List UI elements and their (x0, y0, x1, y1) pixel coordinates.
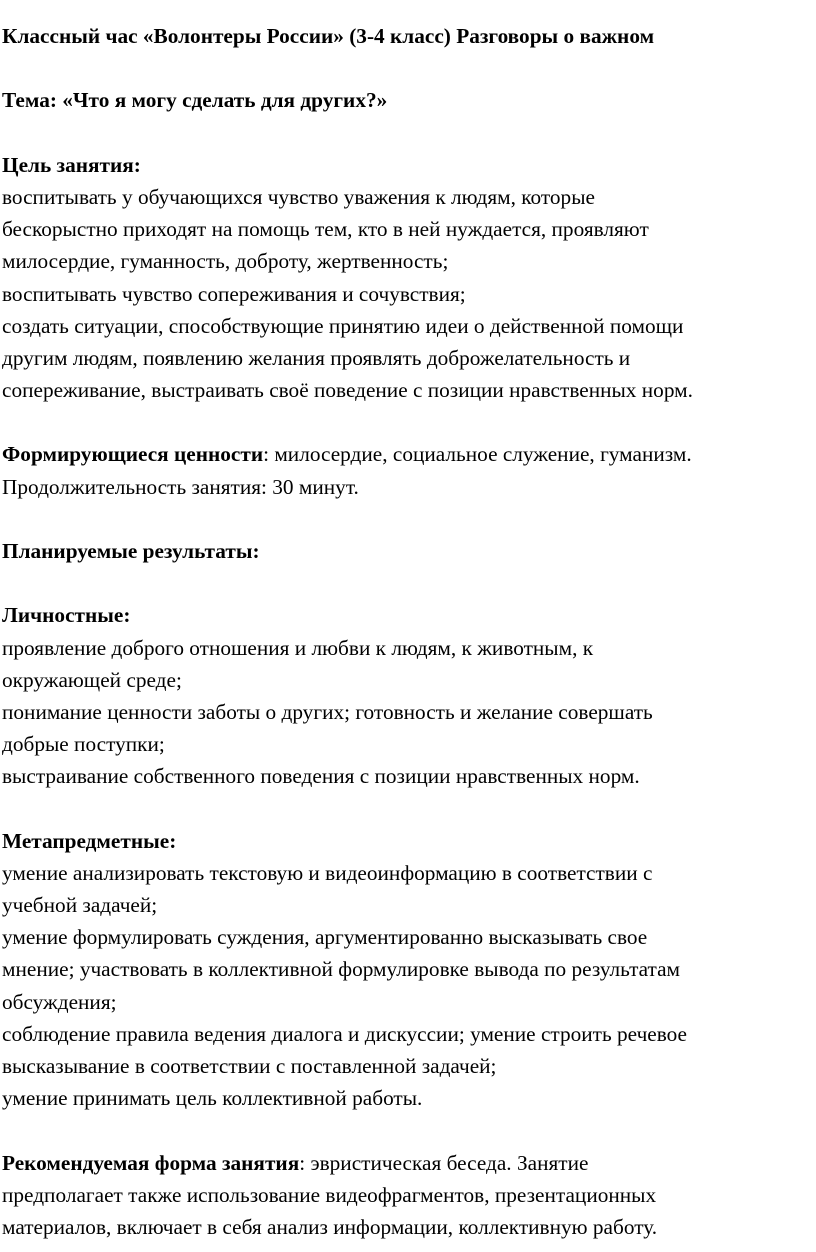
spacer (2, 1114, 810, 1146)
goal-line: сопереживание, выстраивать своё поведение с позиции нравственных норм. (2, 378, 693, 403)
goal-line: милосердие, гуманность, доброту, жертвенность; (2, 249, 449, 274)
values-label: Формирующиеся ценности (2, 442, 264, 467)
goal-line: бескорыстно приходят на помощь тем, кто в ней нуждается, проявляют (2, 217, 649, 242)
spacer (2, 117, 810, 149)
goal-line: создать ситуации, способствующие принятию идеи о действенной помощи (2, 313, 684, 338)
spacer (2, 52, 810, 84)
spacer (2, 567, 810, 599)
personal-line: выстраивание собственного поведения с позиции нравственных норм. (2, 764, 640, 789)
goal-line: другим людям, появлению желания проявлять доброжелательность и (2, 345, 631, 370)
goal-line: воспитывать у обучающихся чувство уважения к людям, которые (2, 184, 595, 209)
meta-line: умение анализировать текстовую и видеоинформацию в соответствии с (2, 860, 653, 885)
spacer (2, 503, 810, 535)
personal-heading: Личностные: (2, 603, 131, 628)
lesson-topic: Тема: «Что я могу сделать для других?» (2, 88, 388, 113)
form-text: : эвристическая беседа. Занятие (299, 1150, 589, 1175)
form-line: предполагает также использование видеофрагментов, презентационных (2, 1182, 657, 1207)
personal-line: проявление доброго отношения и любви к людям, к животным, к (2, 635, 594, 660)
results-heading: Планируемые результаты: (2, 539, 260, 563)
goal-line: воспитывать чувство сопереживания и сочувствия; (2, 281, 466, 306)
duration-text: Продолжительность занятия: 30 минут. (2, 474, 359, 499)
values-paragraph (2, 438, 810, 470)
meta-line: соблюдение правила ведения диалога и дискуссии; умение строить речевое (2, 1021, 688, 1046)
document-title: Классный час «Волонтеры России» (3-4 класс) Разговоры о важном (2, 24, 655, 48)
spacer (2, 406, 810, 438)
spacer (2, 793, 810, 825)
meta-line: учебной задачей; (2, 893, 158, 918)
form-label: Рекомендуемая форма занятия (2, 1150, 300, 1175)
meta-line: обсуждения; (2, 989, 117, 1014)
meta-line: умение формулировать суждения, аргументированно высказывать свое (2, 925, 648, 950)
personal-line: добрые поступки; (2, 732, 165, 757)
meta-line: мнение; участвовать в коллективной формулировке вывода по результатам (2, 957, 681, 982)
document-page (2, 20, 810, 1243)
form-paragraph (2, 1147, 810, 1179)
personal-line: понимание ценности заботы о других; готовность и желание совершать (2, 699, 653, 724)
personal-line: окружающей среде; (2, 667, 182, 692)
meta-line: умение принимать цель коллективной работы. (2, 1086, 423, 1111)
form-line: материалов, включает в себя анализ информации, коллективную работу. (2, 1214, 658, 1239)
meta-heading: Метапредметные: (2, 828, 177, 853)
goal-heading: Цель занятия: (2, 152, 141, 177)
values-text: : милосердие, социальное служение, гуманизм. (263, 442, 692, 467)
meta-line: высказывание в соответствии с поставленной задачей; (2, 1054, 497, 1078)
